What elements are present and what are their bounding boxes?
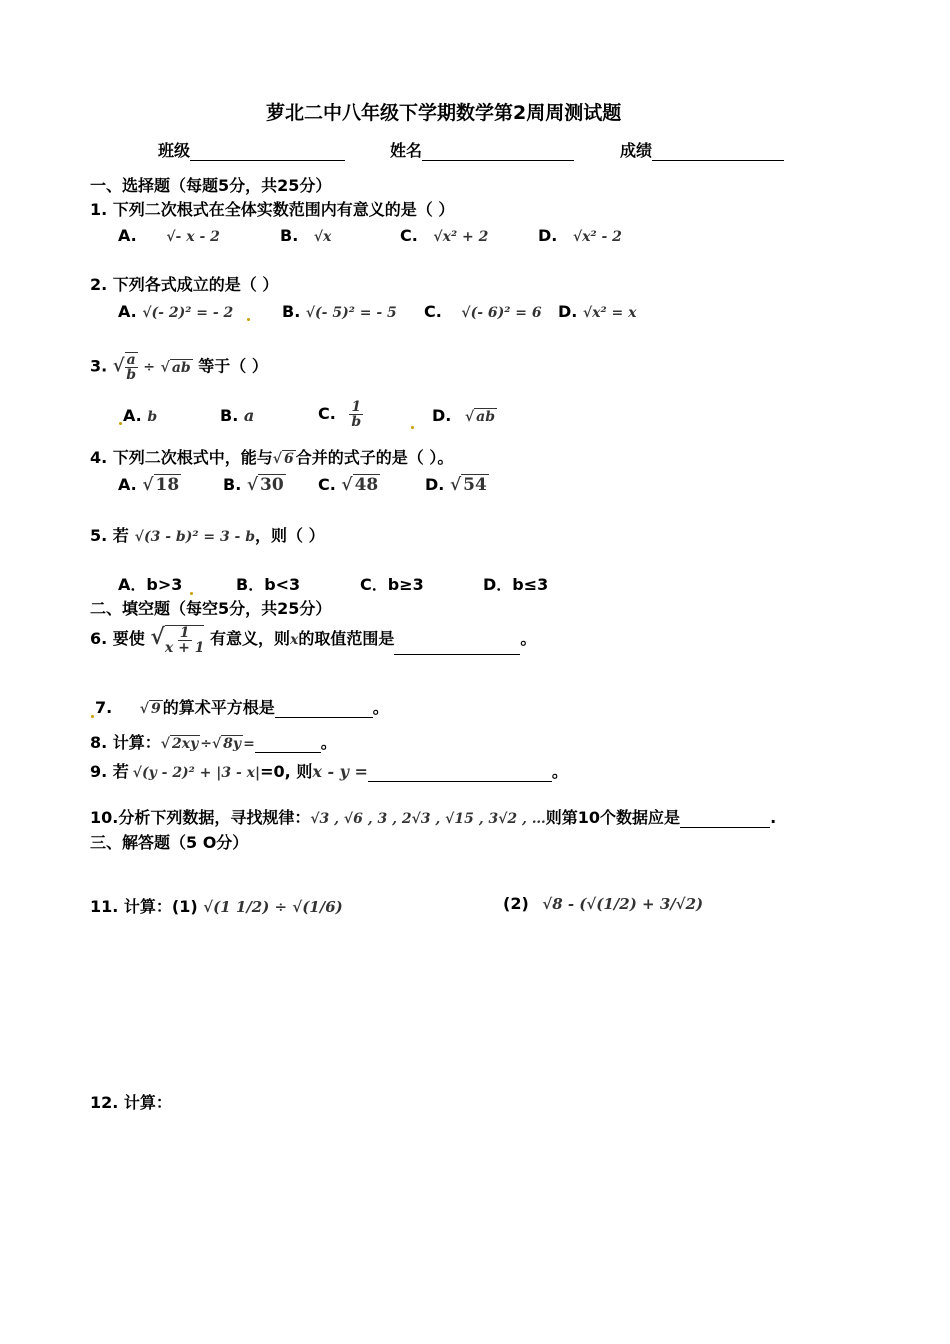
q4-option-c[interactable]: C. √ 48 bbox=[318, 475, 379, 495]
q8-stem: 8. 计算：√ 2xy ÷√ 8y = 。 bbox=[90, 733, 337, 752]
q1-option-d[interactable]: D. √x² - 2 bbox=[538, 226, 622, 245]
q1-expr-a: √- x - 2 bbox=[166, 229, 220, 245]
q4-option-a[interactable]: A. √ 18 bbox=[118, 475, 180, 495]
q2-option-c[interactable]: C. √(- 6)² = 6 bbox=[424, 302, 542, 321]
q3-option-d[interactable]: D. √ ab bbox=[432, 406, 496, 425]
q2-expr-c: √(- 6)² = 6 bbox=[461, 305, 542, 321]
q3-option-c[interactable]: C. $\frac{1}{b}$ bbox=[318, 400, 415, 429]
q3-stem: 3. √ $\frac{a}{b}$ ÷ √ ab 等于（ ） bbox=[90, 352, 268, 383]
section2-heading: 二、填空题（每空5分，共25分） bbox=[90, 599, 332, 618]
q5-option-c[interactable]: C．b≥3 bbox=[360, 575, 424, 594]
q9-stem: 9. 若 √(y - 2)² + |3 - x|=0, 则x - y = 。 bbox=[90, 762, 568, 781]
q11-part1: 11. 计算：(1) √(1 1/2) ÷ √(1/6) bbox=[90, 897, 343, 916]
q11-expr-1: √(1 1/2) ÷ √(1/6) bbox=[203, 898, 343, 916]
q1-option-b[interactable]: B. √x bbox=[280, 226, 332, 245]
q2-option-b[interactable]: B. √(- 5)² = - 5 bbox=[282, 302, 397, 321]
q2-option-a[interactable]: A. √(- 2)² = - 2 bbox=[118, 302, 251, 321]
q4-stem: 4. 下列二次根式中，能与√ 6 合并的式子的是（ ）。 bbox=[90, 448, 454, 467]
score-label: 成绩 bbox=[620, 141, 653, 160]
q2-expr-b: √(- 5)² = - 5 bbox=[305, 305, 397, 321]
q11-part2: (2) √8 - (√(1/2) + 3/√2) bbox=[503, 894, 704, 913]
q2-option-d[interactable]: D. √x² = x bbox=[558, 302, 637, 321]
q3-option-b[interactable]: B. a bbox=[220, 406, 255, 425]
q5-option-d[interactable]: D．b≤3 bbox=[483, 575, 549, 594]
q2-stem: 2. 下列各式成立的是（ ） bbox=[90, 275, 279, 294]
q12-label: 12. 计算： bbox=[90, 1093, 172, 1112]
name-label: 姓名 bbox=[390, 141, 423, 160]
page-title: 萝北二中八年级下学期数学第2周周测试题 bbox=[266, 102, 622, 124]
class-label: 班级 bbox=[158, 141, 191, 160]
q6-answer-blank[interactable] bbox=[394, 638, 520, 655]
q10-stem: 10.分析下列数据，寻找规律：√3 , √6 , 3 , 2√3 , √15 , 3√2 , …则第10个数据应是 . bbox=[90, 808, 777, 827]
q5-option-b[interactable]: B．b<3 bbox=[236, 575, 301, 594]
q3-option-a[interactable]: A. b bbox=[118, 406, 157, 425]
q2-expr-d: √x² = x bbox=[582, 305, 637, 321]
q4-option-b[interactable]: B. √ 30 bbox=[223, 475, 284, 495]
q10-answer-blank[interactable] bbox=[680, 811, 770, 828]
q5-stem: 5. 若 √(3 - b)² = 3 - b，则（ ） bbox=[90, 526, 325, 545]
q2-expr-a: √(- 2)² = - 2 bbox=[142, 305, 234, 321]
q1-option-a[interactable]: A. √- x - 2 bbox=[118, 226, 220, 245]
name-field[interactable] bbox=[390, 138, 574, 161]
section1-heading: 一、选择题（每题5分，共25分） bbox=[90, 176, 332, 195]
score-field[interactable] bbox=[620, 138, 784, 161]
q7-stem: 7. √ 9 的算术平方根是 。 bbox=[90, 695, 389, 718]
q1-expr-c: √x² + 2 bbox=[433, 229, 489, 245]
q1-expr-d: √x² - 2 bbox=[572, 229, 622, 245]
q4-option-d[interactable]: D. √ 54 bbox=[425, 475, 487, 495]
q11-expr-2: √8 - (√(1/2) + 3/√2) bbox=[542, 895, 704, 913]
class-field[interactable] bbox=[158, 138, 345, 161]
q7-answer-blank[interactable] bbox=[275, 701, 373, 718]
q1-option-c[interactable]: C. √x² + 2 bbox=[400, 226, 489, 245]
q9-answer-blank[interactable] bbox=[368, 765, 552, 782]
q6-stem: 6. 要使 √ $\frac{1}{x + 1}$ 有意义，则x的取值范围是 。 bbox=[90, 624, 537, 656]
q1-stem: 1. 下列二次根式在全体实数范围内有意义的是（ ） bbox=[90, 200, 455, 219]
section3-heading: 三、解答题（5 O分） bbox=[90, 833, 249, 852]
q5-option-a[interactable]: A．b>3 bbox=[118, 572, 194, 595]
q1-expr-b: √x bbox=[313, 229, 332, 245]
q8-answer-blank[interactable] bbox=[255, 736, 321, 753]
